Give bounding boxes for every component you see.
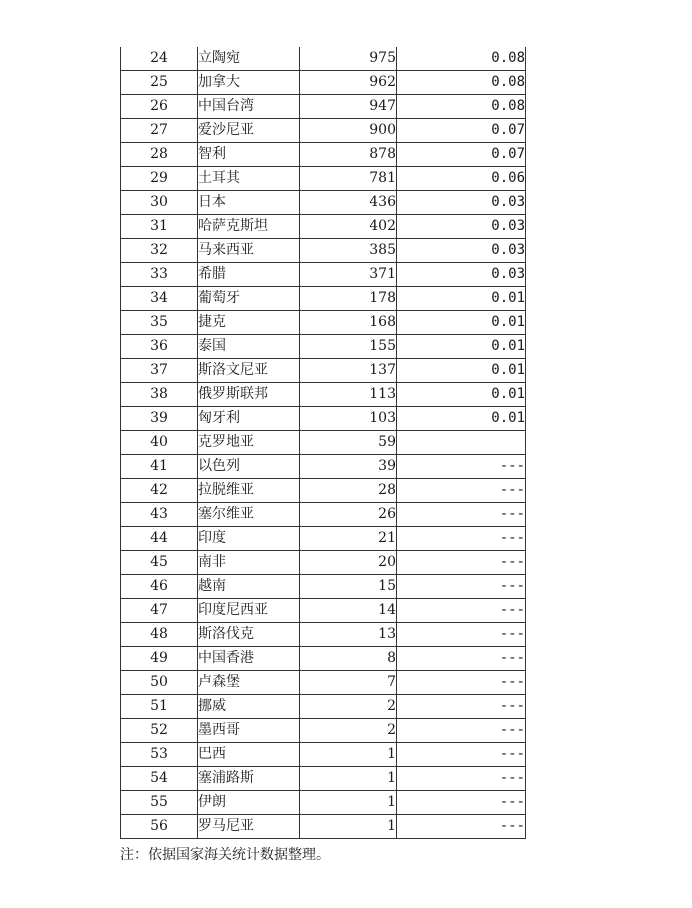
value-cell: 436 bbox=[300, 191, 397, 215]
value-cell: 20 bbox=[300, 551, 397, 575]
share-cell: 0.03 bbox=[397, 215, 526, 239]
table-row bbox=[121, 191, 526, 215]
value-cell: 59 bbox=[300, 431, 397, 455]
rank-cell: 48 bbox=[121, 623, 198, 647]
country-cell: 日本 bbox=[198, 191, 300, 215]
country-cell: 智利 bbox=[198, 143, 300, 167]
table-row bbox=[121, 695, 526, 719]
table-row bbox=[121, 431, 526, 455]
table-row bbox=[121, 671, 526, 695]
table-row bbox=[121, 551, 526, 575]
rank-cell: 55 bbox=[121, 791, 198, 815]
value-cell: 947 bbox=[300, 95, 397, 119]
country-cell: 捷克 bbox=[198, 311, 300, 335]
country-cell: 罗马尼亚 bbox=[198, 815, 300, 839]
table-row bbox=[121, 407, 526, 431]
rank-cell: 44 bbox=[121, 527, 198, 551]
value-cell: 15 bbox=[300, 575, 397, 599]
table-row bbox=[121, 263, 526, 287]
share-cell: --- bbox=[397, 743, 526, 767]
country-cell: 塞尔维亚 bbox=[198, 503, 300, 527]
share-cell: 0.08 bbox=[397, 47, 526, 71]
value-cell: 137 bbox=[300, 359, 397, 383]
share-cell: 0.01 bbox=[397, 407, 526, 431]
share-cell: 0.01 bbox=[397, 335, 526, 359]
value-cell: 1 bbox=[300, 743, 397, 767]
value-cell: 975 bbox=[300, 47, 397, 71]
rank-cell: 30 bbox=[121, 191, 198, 215]
value-cell: 13 bbox=[300, 623, 397, 647]
share-cell: --- bbox=[397, 599, 526, 623]
rank-cell: 32 bbox=[121, 239, 198, 263]
value-cell: 2 bbox=[300, 695, 397, 719]
value-cell: 39 bbox=[300, 455, 397, 479]
share-cell: 0.01 bbox=[397, 311, 526, 335]
country-cell: 马来西亚 bbox=[198, 239, 300, 263]
country-cell: 希腊 bbox=[198, 263, 300, 287]
share-cell: --- bbox=[397, 623, 526, 647]
share-cell: 0.03 bbox=[397, 263, 526, 287]
country-cell: 匈牙利 bbox=[198, 407, 300, 431]
country-cell: 以色列 bbox=[198, 455, 300, 479]
table-row bbox=[121, 527, 526, 551]
share-cell: --- bbox=[397, 719, 526, 743]
value-cell: 178 bbox=[300, 287, 397, 311]
country-cell: 卢森堡 bbox=[198, 671, 300, 695]
rank-cell: 41 bbox=[121, 455, 198, 479]
table-row bbox=[121, 815, 526, 839]
rank-cell: 28 bbox=[121, 143, 198, 167]
rank-cell: 37 bbox=[121, 359, 198, 383]
rank-cell: 39 bbox=[121, 407, 198, 431]
share-cell: --- bbox=[397, 503, 526, 527]
table-row bbox=[121, 503, 526, 527]
value-cell: 155 bbox=[300, 335, 397, 359]
rank-cell: 47 bbox=[121, 599, 198, 623]
value-cell: 21 bbox=[300, 527, 397, 551]
country-cell: 拉脱维亚 bbox=[198, 479, 300, 503]
table-row bbox=[121, 95, 526, 119]
rank-cell: 27 bbox=[121, 119, 198, 143]
country-cell: 土耳其 bbox=[198, 167, 300, 191]
rank-cell: 46 bbox=[121, 575, 198, 599]
table-row bbox=[121, 71, 526, 95]
table-row bbox=[121, 647, 526, 671]
table-row bbox=[121, 575, 526, 599]
share-cell: 0.01 bbox=[397, 383, 526, 407]
country-cell: 越南 bbox=[198, 575, 300, 599]
value-cell: 113 bbox=[300, 383, 397, 407]
table-row bbox=[121, 743, 526, 767]
country-cell: 哈萨克斯坦 bbox=[198, 215, 300, 239]
table-row bbox=[121, 599, 526, 623]
value-cell: 103 bbox=[300, 407, 397, 431]
country-cell: 印度 bbox=[198, 527, 300, 551]
rank-cell: 53 bbox=[121, 743, 198, 767]
rank-cell: 35 bbox=[121, 311, 198, 335]
share-cell: 0.08 bbox=[397, 71, 526, 95]
value-cell: 168 bbox=[300, 311, 397, 335]
table-row bbox=[121, 143, 526, 167]
rank-cell: 52 bbox=[121, 719, 198, 743]
value-cell: 1 bbox=[300, 815, 397, 839]
rank-cell: 54 bbox=[121, 767, 198, 791]
table-row bbox=[121, 479, 526, 503]
share-cell: 0.06 bbox=[397, 167, 526, 191]
rank-cell: 25 bbox=[121, 71, 198, 95]
share-cell: --- bbox=[397, 575, 526, 599]
rank-cell: 45 bbox=[121, 551, 198, 575]
table-row bbox=[121, 47, 526, 71]
value-cell: 900 bbox=[300, 119, 397, 143]
rank-cell: 38 bbox=[121, 383, 198, 407]
table-row bbox=[121, 791, 526, 815]
country-cell: 斯洛文尼亚 bbox=[198, 359, 300, 383]
rank-cell: 43 bbox=[121, 503, 198, 527]
country-cell: 巴西 bbox=[198, 743, 300, 767]
table-row bbox=[121, 767, 526, 791]
share-cell: 0.08 bbox=[397, 95, 526, 119]
rank-cell: 24 bbox=[121, 47, 198, 71]
share-cell: --- bbox=[397, 455, 526, 479]
table-row bbox=[121, 335, 526, 359]
country-cell: 葡萄牙 bbox=[198, 287, 300, 311]
country-cell: 斯洛伐克 bbox=[198, 623, 300, 647]
country-cell: 中国台湾 bbox=[198, 95, 300, 119]
country-cell: 立陶宛 bbox=[198, 47, 300, 71]
country-cell: 南非 bbox=[198, 551, 300, 575]
value-cell: 1 bbox=[300, 767, 397, 791]
value-cell: 878 bbox=[300, 143, 397, 167]
share-cell bbox=[397, 431, 526, 455]
table-row bbox=[121, 623, 526, 647]
data-table bbox=[120, 47, 526, 839]
share-cell: 0.07 bbox=[397, 143, 526, 167]
value-cell: 385 bbox=[300, 239, 397, 263]
rank-cell: 50 bbox=[121, 671, 198, 695]
rank-cell: 31 bbox=[121, 215, 198, 239]
value-cell: 371 bbox=[300, 263, 397, 287]
country-cell: 塞浦路斯 bbox=[198, 767, 300, 791]
share-cell: --- bbox=[397, 551, 526, 575]
country-cell: 墨西哥 bbox=[198, 719, 300, 743]
table-footnote: 注：依据国家海关统计数据整理。 bbox=[120, 847, 330, 863]
share-cell: --- bbox=[397, 695, 526, 719]
value-cell: 8 bbox=[300, 647, 397, 671]
country-cell: 加拿大 bbox=[198, 71, 300, 95]
table-row bbox=[121, 287, 526, 311]
rank-cell: 36 bbox=[121, 335, 198, 359]
country-cell: 印度尼西亚 bbox=[198, 599, 300, 623]
rank-cell: 51 bbox=[121, 695, 198, 719]
rank-cell: 56 bbox=[121, 815, 198, 839]
share-cell: --- bbox=[397, 815, 526, 839]
value-cell: 7 bbox=[300, 671, 397, 695]
share-cell: --- bbox=[397, 479, 526, 503]
rank-cell: 29 bbox=[121, 167, 198, 191]
rank-cell: 49 bbox=[121, 647, 198, 671]
country-cell: 挪威 bbox=[198, 695, 300, 719]
share-cell: 0.07 bbox=[397, 119, 526, 143]
rank-cell: 33 bbox=[121, 263, 198, 287]
table-body bbox=[121, 47, 526, 839]
share-cell: 0.03 bbox=[397, 239, 526, 263]
share-cell: 0.03 bbox=[397, 191, 526, 215]
table-row bbox=[121, 119, 526, 143]
table-row bbox=[121, 359, 526, 383]
table-row bbox=[121, 383, 526, 407]
rank-cell: 26 bbox=[121, 95, 198, 119]
value-cell: 1 bbox=[300, 791, 397, 815]
value-cell: 28 bbox=[300, 479, 397, 503]
value-cell: 781 bbox=[300, 167, 397, 191]
value-cell: 26 bbox=[300, 503, 397, 527]
country-cell: 爱沙尼亚 bbox=[198, 119, 300, 143]
share-cell: 0.01 bbox=[397, 287, 526, 311]
table-row bbox=[121, 167, 526, 191]
table-row bbox=[121, 215, 526, 239]
share-cell: 0.01 bbox=[397, 359, 526, 383]
country-cell: 克罗地亚 bbox=[198, 431, 300, 455]
rank-cell: 34 bbox=[121, 287, 198, 311]
country-cell: 泰国 bbox=[198, 335, 300, 359]
country-cell: 中国香港 bbox=[198, 647, 300, 671]
table-row bbox=[121, 311, 526, 335]
value-cell: 962 bbox=[300, 71, 397, 95]
country-cell: 俄罗斯联邦 bbox=[198, 383, 300, 407]
rank-cell: 40 bbox=[121, 431, 198, 455]
country-cell: 伊朗 bbox=[198, 791, 300, 815]
value-cell: 14 bbox=[300, 599, 397, 623]
table-row bbox=[121, 719, 526, 743]
table-row bbox=[121, 455, 526, 479]
share-cell: --- bbox=[397, 791, 526, 815]
share-cell: --- bbox=[397, 647, 526, 671]
share-cell: --- bbox=[397, 527, 526, 551]
table-row bbox=[121, 239, 526, 263]
value-cell: 2 bbox=[300, 719, 397, 743]
rank-cell: 42 bbox=[121, 479, 198, 503]
share-cell: --- bbox=[397, 767, 526, 791]
value-cell: 402 bbox=[300, 215, 397, 239]
share-cell: --- bbox=[397, 671, 526, 695]
